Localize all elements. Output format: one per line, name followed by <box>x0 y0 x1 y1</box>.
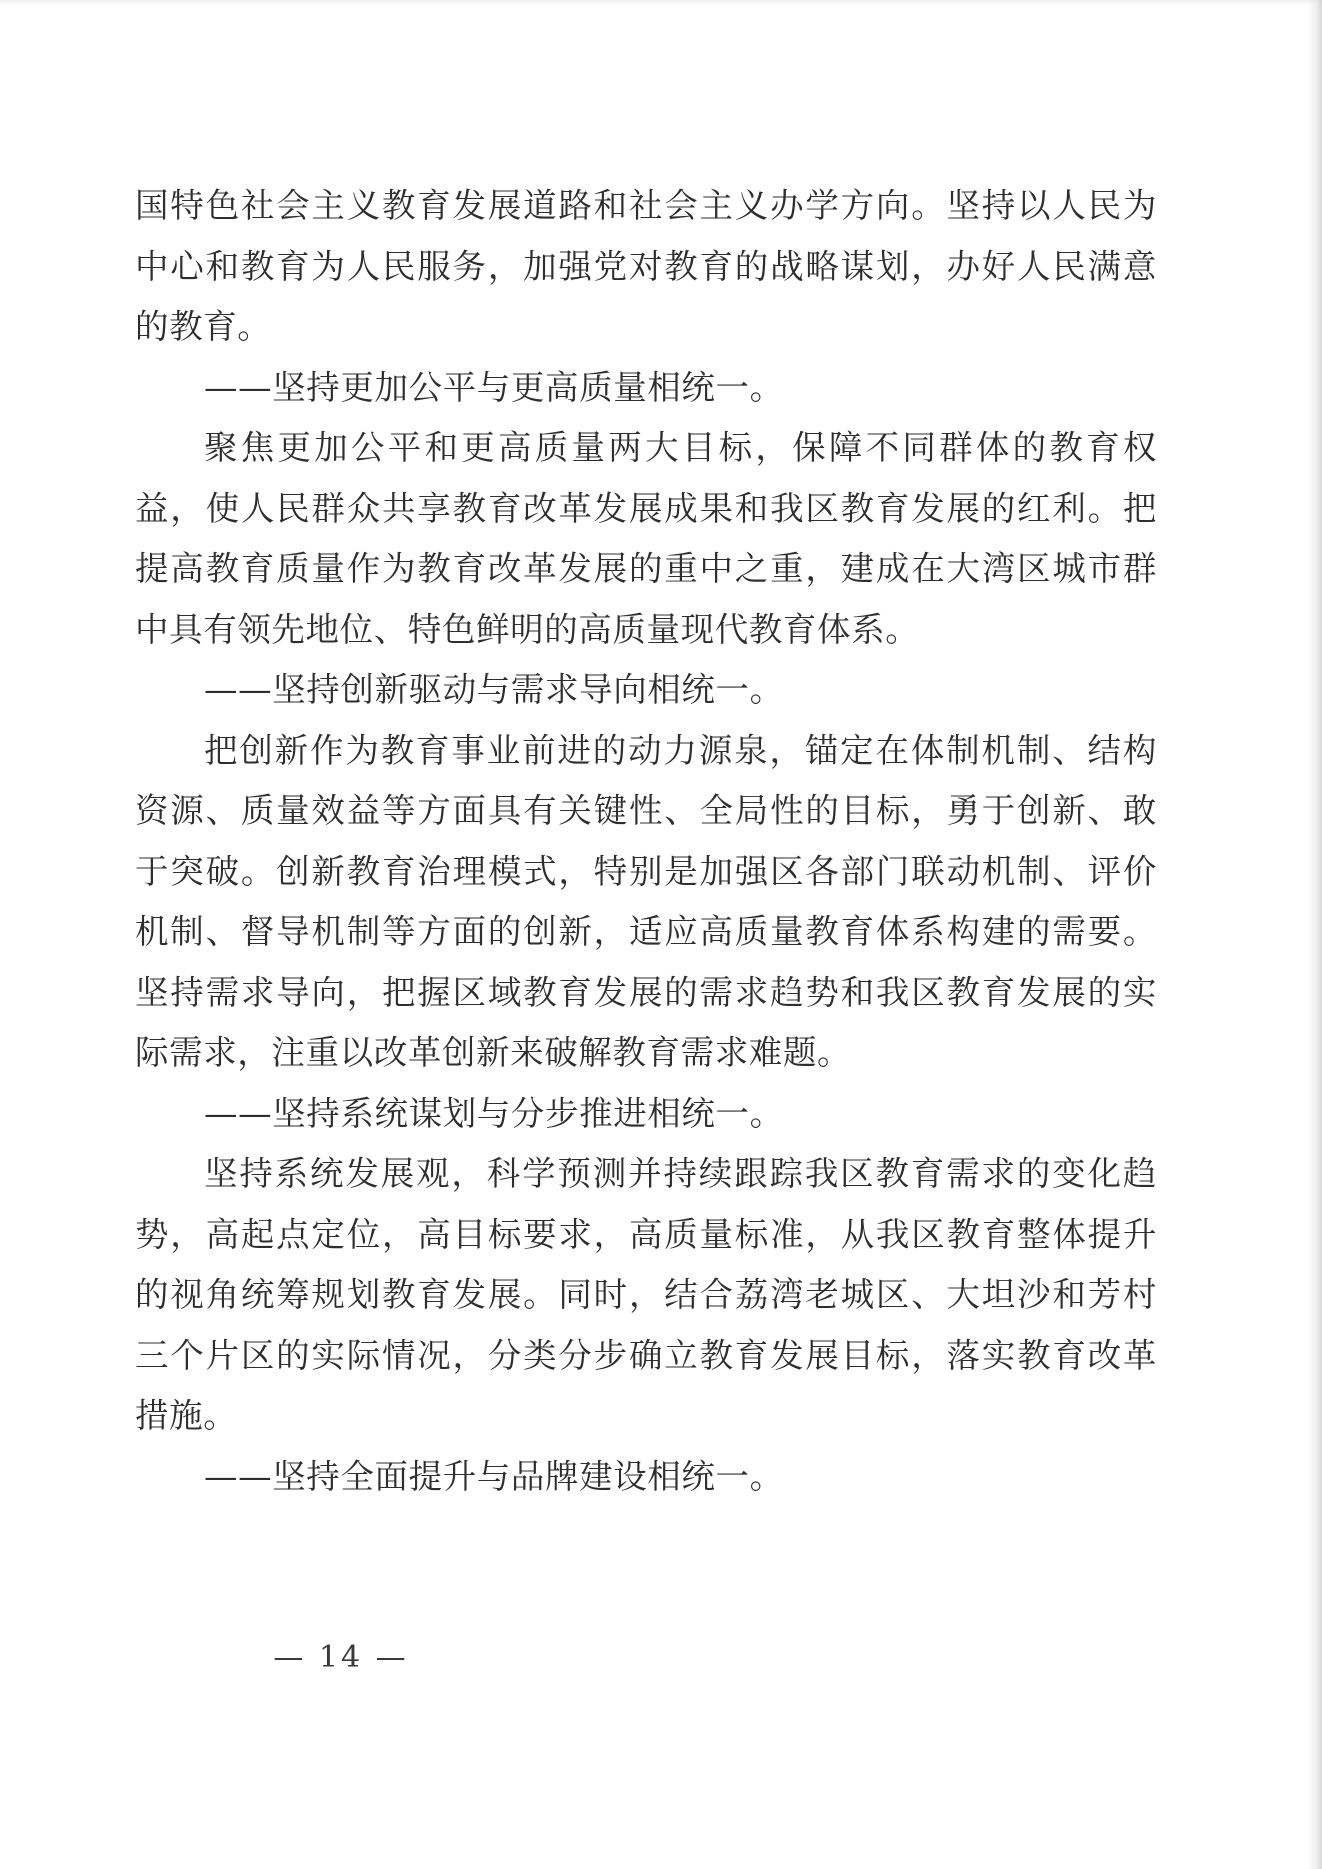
paragraph-continuation: 国特色社会主义教育发展道路和社会主义办学方向。坚持以人民为中心和教育为人民服务，加强党对教育的战略谋划，办好人民满意的教育。 <box>135 186 1157 346</box>
paragraph-body: 聚焦更加公平和更高质量两大目标，保障不同群体的教育权益，使人民群众共享教育改革发展成果和我区教育发展的红利。把提高教育质量作为教育改革发展的重中之重，建成在大湾区城市群中具有领先地位、特色鲜明的高质量现代教育体系。 <box>135 428 1157 649</box>
subheading-dash-item: ——坚持系统谋划与分步推进相统一。 <box>204 1093 784 1133</box>
subheading-dash-item: ——坚持创新驱动与需求导向相统一。 <box>204 670 784 709</box>
subheading-dash-item: ——坚持全面提升与品牌建设相统一。 <box>204 1456 784 1496</box>
paragraph-body: 坚持系统发展观，科学预测并持续跟踪我区教育需求的变化趋势，高起点定位，高目标要求，高质量标准，从我区教育整体提升的视角统筹规划教育发展。同时，结合荔湾老城区、大坦沙和芳村三个片区的实际情况，分类分步确立教育发展目标，落实教育改革措施。 <box>135 1154 1157 1435</box>
scan-edge-right <box>1308 0 1322 1869</box>
scan-edge-top <box>0 0 1322 6</box>
subheading-dash-item: ——坚持更加公平与更高质量相统一。 <box>204 367 784 407</box>
document-body <box>135 176 1157 1507</box>
page-number: — 14 — <box>273 1640 409 1675</box>
paragraph-body: 把创新作为教育事业前进的动力源泉，锚定在体制机制、结构资源、质量效益等方面具有关键性、全局性的目标，勇于创新、敢于突破。创新教育治理模式，特别是加强区各部门联动机制、评价机制、督导机制等方面的创新，适应高质量教育体系构建的需要。坚持需求导向，把握区域教育发展的需求趋势和我区教育发展的实际需求，注重以改革创新来破解教育需求难题。 <box>135 730 1157 1072</box>
page-footer <box>0 1638 1322 1678</box>
